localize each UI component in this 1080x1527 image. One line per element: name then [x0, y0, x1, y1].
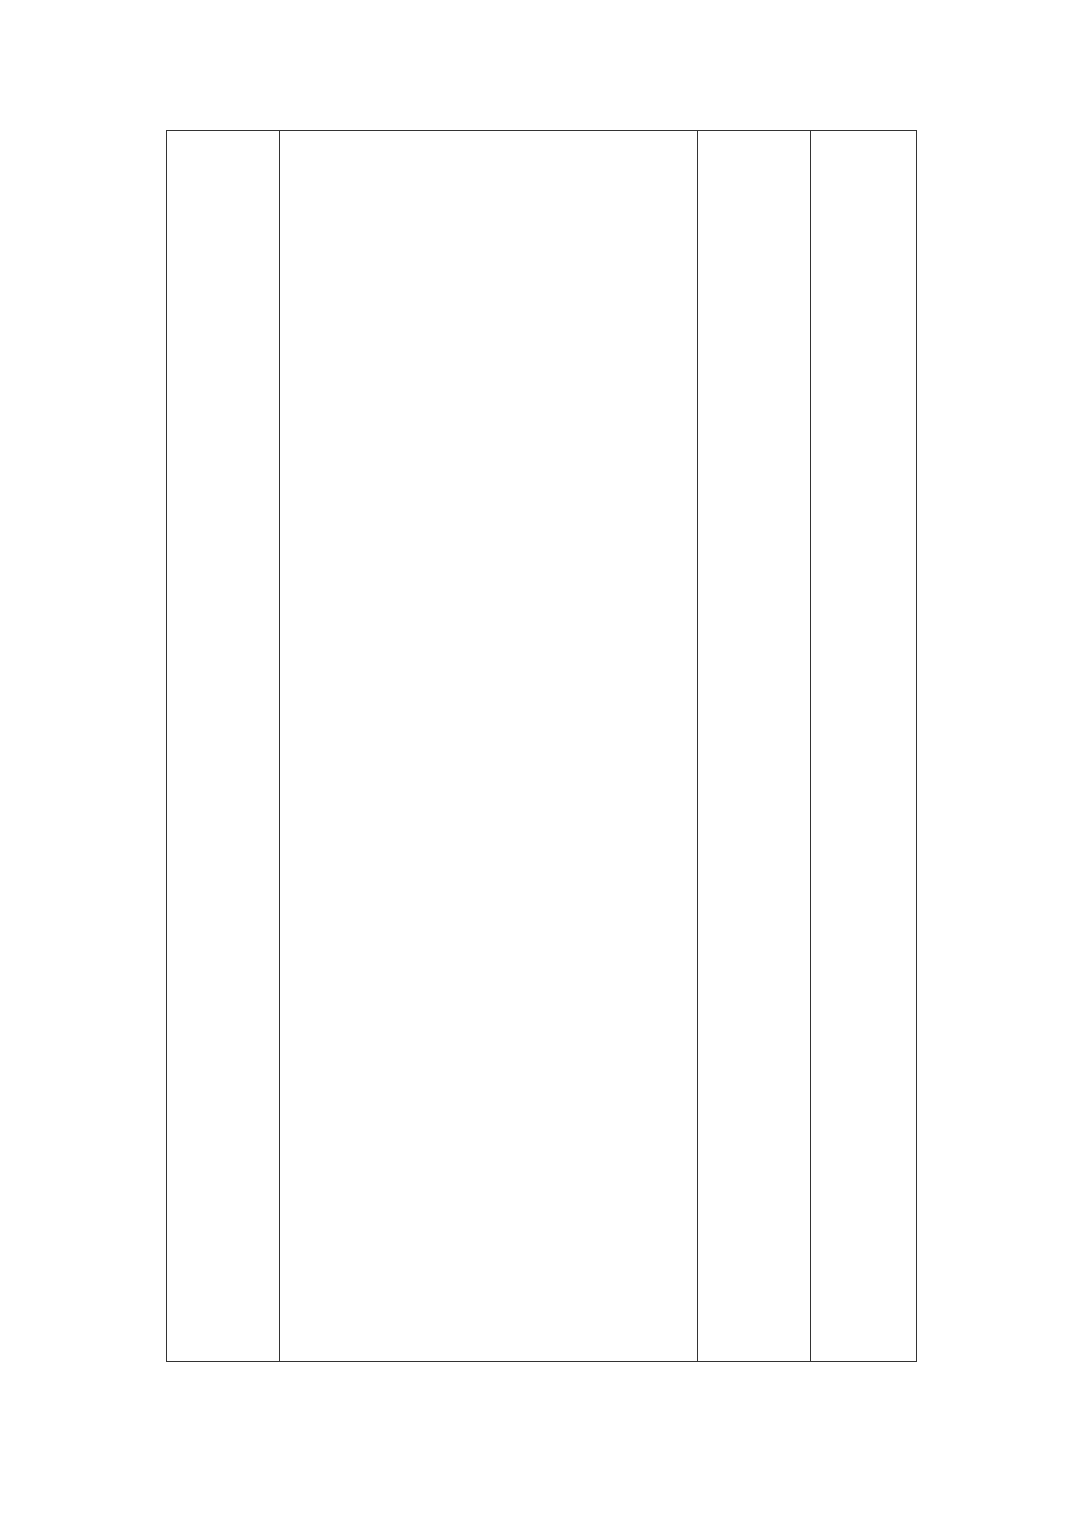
column-divider: [697, 131, 698, 1361]
column-divider: [810, 131, 811, 1361]
lesson-plan-table: [166, 130, 917, 1362]
activity-content-column: [281, 131, 695, 1361]
stage-column: [167, 131, 279, 1361]
column-divider: [279, 131, 280, 1361]
resource-column: [699, 131, 809, 1361]
tools-column: [812, 131, 916, 1361]
